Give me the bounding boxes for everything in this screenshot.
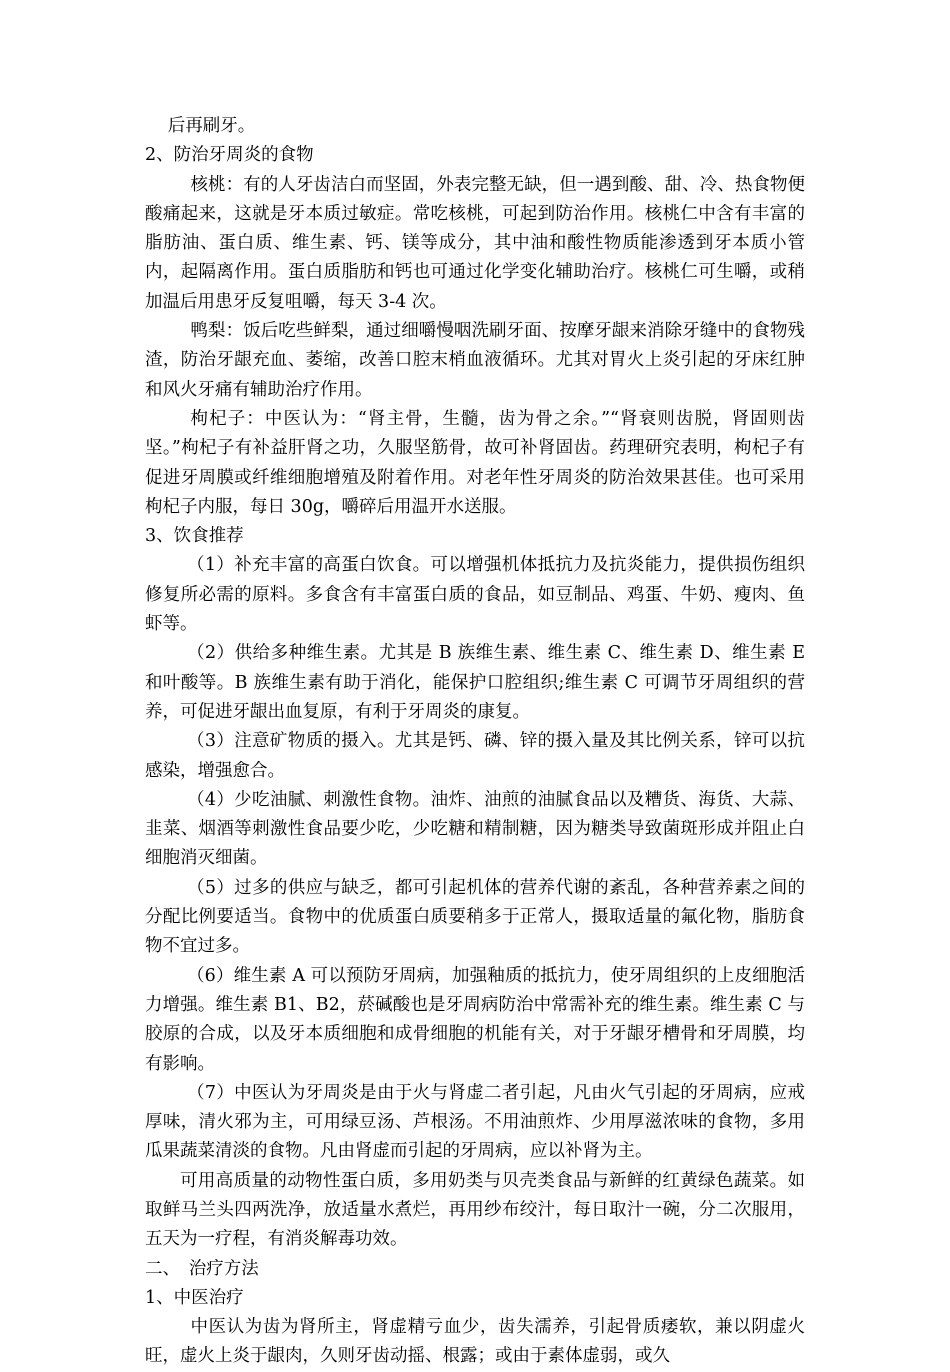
- section-heading-foods: 2、防治牙周炎的食物: [145, 145, 314, 166]
- part-heading-treatment: 二、 治疗方法: [145, 1258, 259, 1279]
- paragraph-recommendation-7: （7）中医认为牙周炎是由于火与肾虚二者引起，凡由火气引起的牙周病，应戒厚味，清火邪为主，可用绿豆汤、芦根汤。不用油煎炸、少用厚滋浓味的食物，多用瓜果蔬菜清淡的食物。凡由肾虚而引起的牙周病，应以补肾为主。: [145, 1082, 805, 1162]
- paragraph-recommendation-5: （5）过多的供应与缺乏，都可引起机体的营养代谢的紊乱，各种营养素之间的分配比例要适当。食物中的优质蛋白质要稍多于正常人，摄取适量的氟化物，脂肪食物不宜过多。: [145, 877, 805, 957]
- subsection-heading-tcm: 1、中医治疗: [145, 1287, 244, 1308]
- paragraph-recommendation-1: （1）补充丰富的高蛋白饮食。可以增强机体抵抗力及抗炎能力，提供损伤组织修复所必需的原料。多食含有丰富蛋白质的食品，如豆制品、鸡蛋、牛奶、瘦肉、鱼虾等。: [145, 555, 805, 635]
- paragraph-tcm: 中医认为齿为肾所主，肾虚精亏血少，齿失濡养，引起骨质痿软，兼以阴虚火旺，虚火上炎于龈肉，久则牙齿动摇、根露；或由于素体虚弱，或久: [145, 1317, 805, 1367]
- document-body: [145, 112, 805, 1372]
- paragraph-recommendation-4: （4）少吃油腻、刺激性食物。油炸、油煎的油腻食品以及糟货、海货、大蒜、韭菜、烟酒等刺激性食品要少吃，少吃糖和精制糖，因为糖类导致菌斑形成并阻止白细胞消灭细菌。: [145, 789, 805, 869]
- paragraph-extra: 可用高质量的动物性蛋白质，多用奶类与贝壳类食品与新鲜的红黄绿色蔬菜。如取鲜马兰头四两洗净，放适量水煮烂，再用纱布绞汁，每日取汁一碗，分二次服用，五天为一疗程，有消炎解毒功效。: [145, 1170, 805, 1250]
- paragraph-recommendation-3: （3）注意矿物质的摄入。尤其是钙、磷、锌的摄入量及其比例关系，锌可以抗感染，增强愈合。: [145, 731, 805, 781]
- paragraph-walnut: 核桃：有的人牙齿洁白而坚固，外表完整无缺，但一遇到酸、甜、冷、热食物便酸痛起来，这就是牙本质过敏症。常吃核桃，可起到防治作用。核桃仁中含有丰富的脂肪油、蛋白质、维生素、钙、镁等成分，其中油和酸性物质能渗透到牙本质小管内，起隔离作用。蛋白质脂肪和钙也可通过化学变化辅助治疗。核桃仁可生嚼，或稍加温后用患牙反复咀嚼，每天 3-4 次。: [145, 174, 805, 312]
- paragraph-goji: 枸杞子：中医认为：“肾主骨，生髓，齿为骨之余。”“肾衰则齿脱，肾固则齿坚。”枸杞子有补益肝肾之功，久服坚筋骨，故可补肾固齿。药理研究表明，枸杞子有促进牙周膜或纤维细胞增殖及附着作用。对老年性牙周炎的防治效果甚佳。也可采用枸杞子内服，每日 30g，嚼碎后用温开水送服。: [145, 408, 805, 517]
- paragraph-recommendation-2: （2）供给多种维生素。尤其是 B 族维生素、维生素 C、维生素 D、维生素 E 和叶酸等。B 族维生素有助于消化，能保护口腔组织;维生素 C 可调节牙周组织的营养，可促进牙龈出血复原，有利于牙周炎的康复。: [145, 643, 805, 722]
- continuation-paragraph: 后再刷牙。: [167, 116, 256, 136]
- section-heading-diet: 3、饮食推荐: [145, 526, 244, 547]
- paragraph-pear: 鸭梨：饭后吃些鲜梨，通过细嚼慢咽洗刷牙面、按摩牙龈来消除牙缝中的食物残渣，防治牙龈充血、萎缩，改善口腔末梢血液循环。尤其对胃火上炎引起的牙床红肿和风火牙痛有辅助治疗作用。: [145, 321, 805, 400]
- paragraph-recommendation-6: （6）维生素 A 可以预防牙周病，加强釉质的抵抗力，使牙周组织的上皮细胞活力增强。维生素 B1、B2，菸碱酸也是牙周病防治中常需补充的维生素。维生素 C 与胶原的合成，以及牙本质细胞和成骨细胞的机能有关，对于牙龈牙槽骨和牙周膜，均有影响。: [145, 965, 805, 1074]
